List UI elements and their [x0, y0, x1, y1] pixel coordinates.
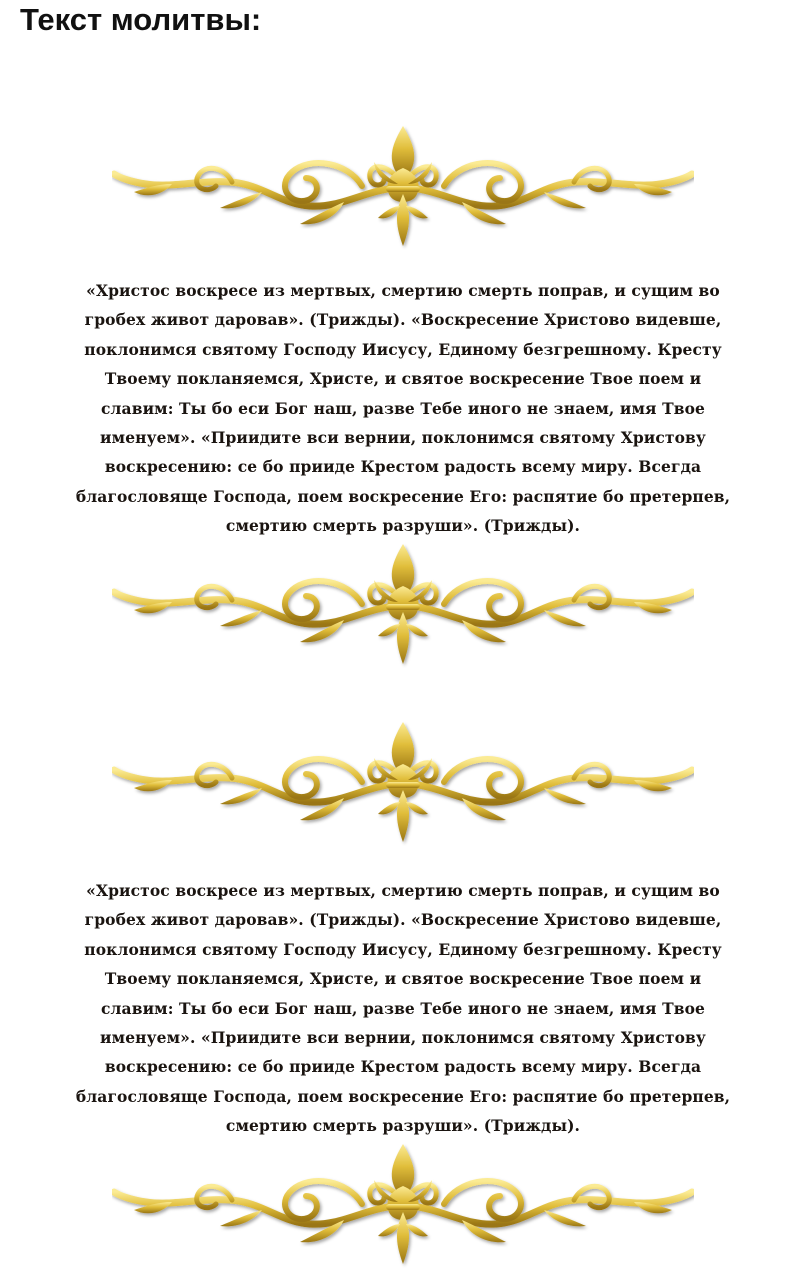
- gold-flourish-divider-icon: [112, 718, 694, 846]
- gold-flourish-divider-icon: [112, 540, 694, 668]
- prayer-line: славим: Ты бо еси Бог наш, разве Тебе иного не знаем, имя Твое: [100, 398, 706, 418]
- prayer-line: гробех живот даровав». (Трижды). «Воскресение Христово видевше,: [84, 910, 722, 930]
- prayer-line: благословяще Господа, поем воскресение Его: распятие бо претерпев,: [75, 486, 731, 506]
- prayer-line: славим: Ты бо еси Бог наш, разве Тебе иного не знаем, имя Твое: [100, 998, 706, 1018]
- prayer-text-block: [28, 276, 778, 541]
- prayer-line: именуем». «Приидите вси вернии, поклонимся святому Христову: [100, 1028, 706, 1048]
- prayer-line: именуем». «Приидите вси вернии, поклонимся святому Христову: [100, 428, 706, 448]
- gold-flourish-divider-icon: [112, 122, 694, 250]
- prayer-line: воскресению: се бо прииде Крестом радость всему миру. Всегда: [104, 457, 702, 477]
- prayer-line: смертию смерть разруши». (Трижды).: [225, 516, 581, 536]
- prayer-line: Твоему покланяемся, Христе, и святое воскресение Твое поем и: [104, 969, 702, 989]
- prayer-text-block: [28, 876, 778, 1141]
- prayer-line: «Христос воскресе из мертвых, смертию смерть поправ, и сущим во: [86, 881, 720, 900]
- prayer-line: «Христос воскресе из мертвых, смертию смерть поправ, и сущим во: [86, 281, 720, 300]
- prayer-line: поклонимся святому Господу Иисусу, Единому безгрешному. Кресту: [84, 339, 722, 359]
- page-title: Текст молитвы:: [20, 2, 262, 37]
- prayer-line: поклонимся святому Господу Иисусу, Единому безгрешному. Кресту: [84, 939, 722, 959]
- prayer-line: Твоему покланяемся, Христе, и святое воскресение Твое поем и: [104, 369, 702, 389]
- prayer-line: смертию смерть разруши». (Трижды).: [225, 1116, 581, 1136]
- prayer-line: благословяще Господа, поем воскресение Его: распятие бо претерпев,: [75, 1086, 731, 1106]
- prayer-line: гробех живот даровав». (Трижды). «Воскресение Христово видевше,: [84, 310, 722, 330]
- prayer-line: воскресению: се бо прииде Крестом радость всему миру. Всегда: [104, 1057, 702, 1077]
- gold-flourish-divider-icon: [112, 1140, 694, 1268]
